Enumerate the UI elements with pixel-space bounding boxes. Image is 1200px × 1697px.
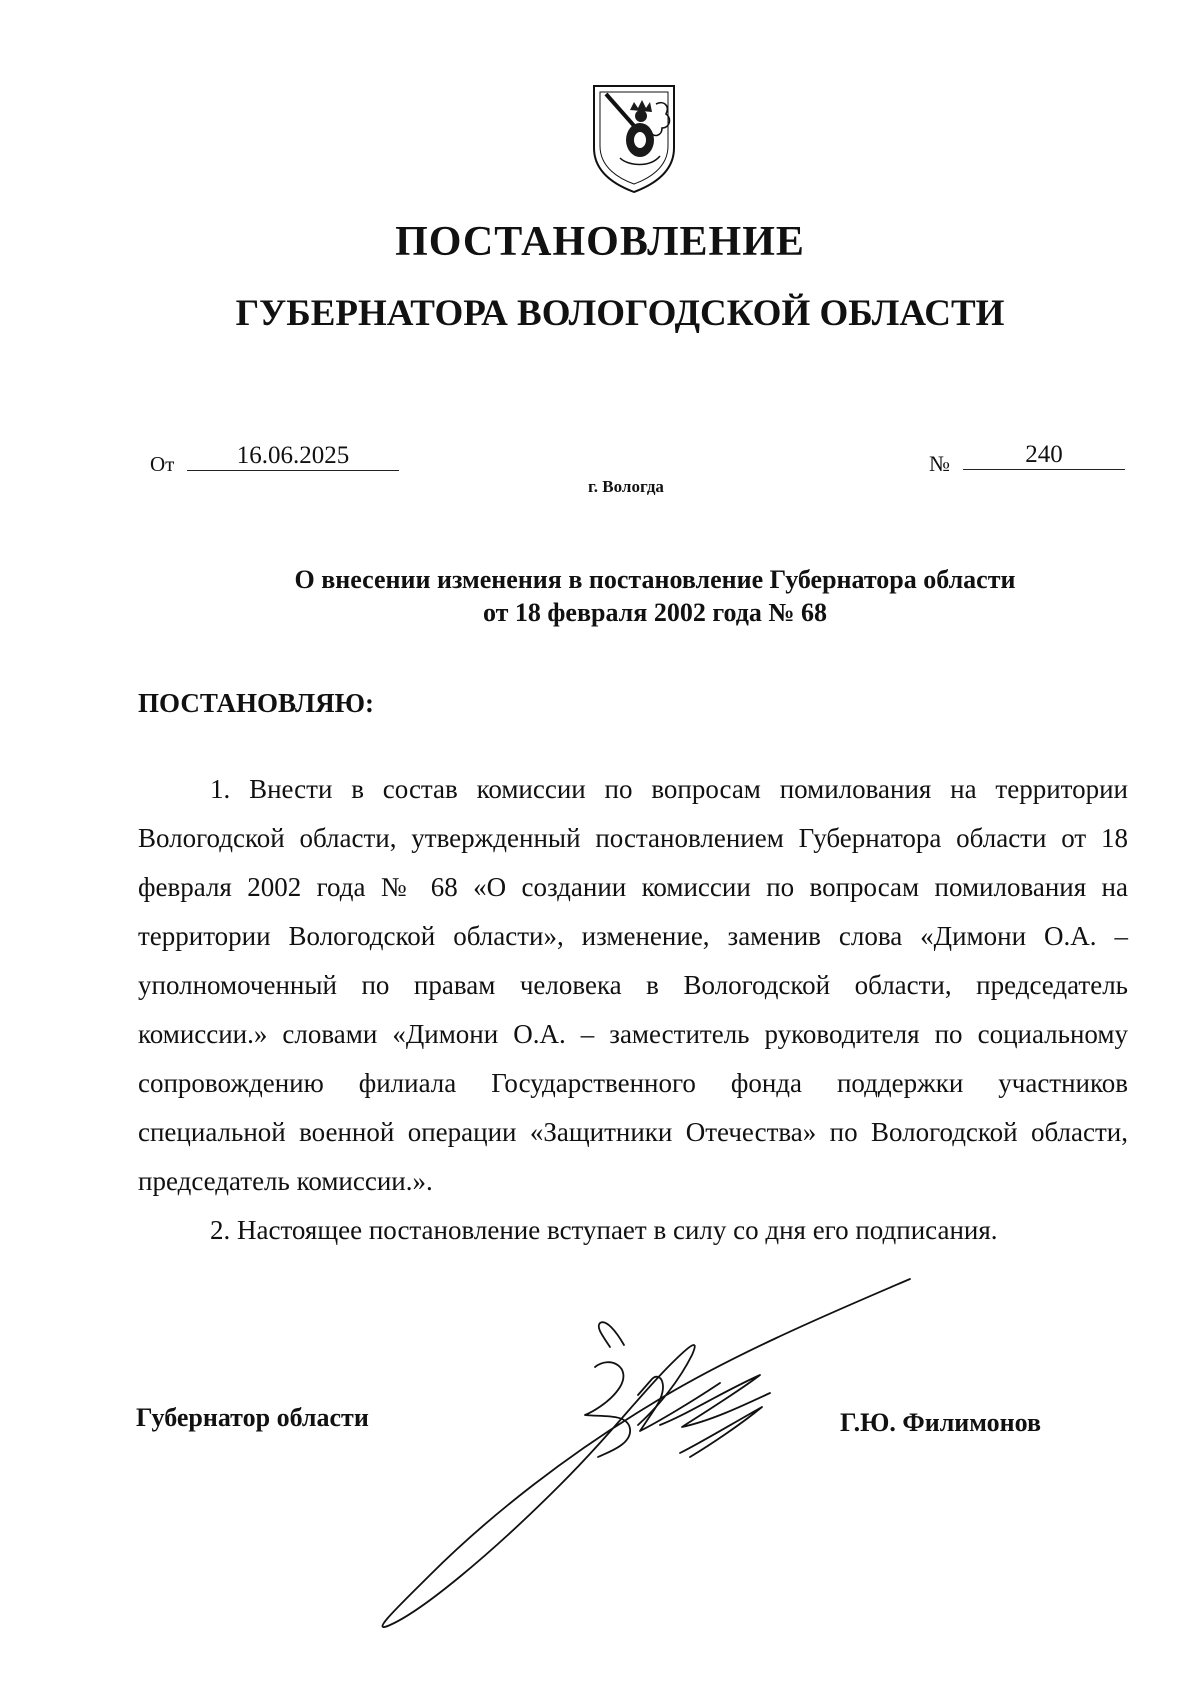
date-label: От xyxy=(150,452,175,476)
document-date: 16.06.2025 xyxy=(187,442,399,471)
document-subject xyxy=(150,563,1140,629)
subject-line-2: от 18 февраля 2002 года № 68 xyxy=(482,598,828,627)
signer-name: Г.Ю. Филимонов xyxy=(840,1408,1042,1437)
number-label: № xyxy=(929,451,950,476)
decree-word: ПОСТАНОВЛЯЮ: xyxy=(138,688,374,718)
document-number: 240 xyxy=(963,441,1125,470)
handwritten-signature xyxy=(370,1275,930,1640)
subject-line-1: О внесении изменения в постановление Губернатора области xyxy=(294,565,1016,594)
coat-of-arms-emblem xyxy=(590,82,678,194)
signer-position: Губернатор области xyxy=(136,1403,369,1432)
document-type-title: ПОСТАНОВЛЕНИЕ xyxy=(395,219,805,265)
body-paragraph-2: 2. Настоящее постановление вступает в силу со дня его подписания. xyxy=(210,1215,998,1245)
document-city: г. Вологда xyxy=(588,477,664,496)
issuer-title: ГУБЕРНАТОРА ВОЛОГОДСКОЙ ОБЛАСТИ xyxy=(235,293,1005,334)
body-paragraph-1: 1. Внести в состав комиссии по вопросам помилования на территории Вологодской области, утвержденный постановлением Губернатора области от 18 февраля 2002 года № 68 «О создании комиссии по вопросам помилования на территории Вологодской области», изменение, заменив слова «Димони О.А. – уполномоченный по правам человека в Вологодской области, председатель комиссии.» словами «Димони О.А. – заместитель руководителя по социальному сопровождению филиала Государственного фонда поддержки участников специальной военной операции «Защитники Отечества» по Вологодской области, председатель комиссии.». xyxy=(138,774,1128,1196)
document-body xyxy=(138,765,1128,1255)
